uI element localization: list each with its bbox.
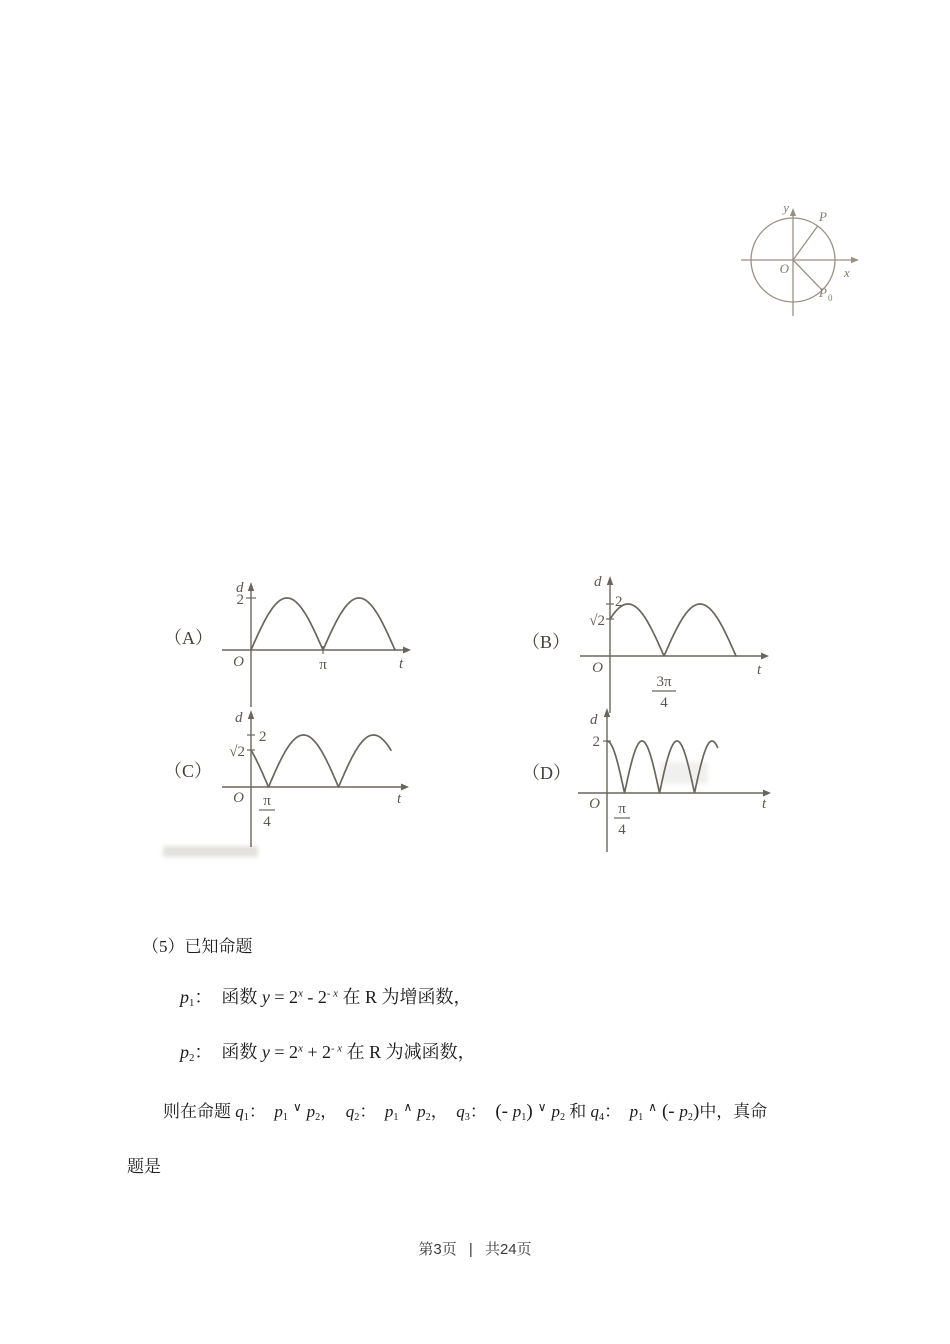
y-axis-label: d	[236, 580, 244, 596]
text-segment: x	[298, 1042, 303, 1055]
text-segment: 在 R 为增函数，	[337, 987, 472, 1007]
text-segment: p	[629, 1102, 639, 1121]
option-label: （B）	[522, 632, 571, 652]
text-segment: 和	[565, 1102, 591, 1121]
x-axis-arrow-icon	[761, 653, 769, 660]
text-segment: q	[590, 1102, 600, 1121]
text-segment: ∨	[292, 1100, 302, 1115]
y-tick-2-label: 2	[236, 592, 244, 608]
text-segment: (-	[661, 1101, 680, 1122]
point-p0-label: P	[819, 285, 827, 300]
text-segment: ：	[604, 1102, 630, 1121]
x-axis-label: t	[399, 656, 404, 672]
text-segment: 1	[243, 1112, 249, 1124]
text-segment: ∧	[648, 1100, 657, 1115]
radius-op0	[793, 260, 822, 290]
x-tick-label: π	[319, 657, 327, 673]
text-segment: ∨	[537, 1100, 547, 1115]
propositions-q-line	[163, 1100, 767, 1125]
x-axis-arrow-icon	[851, 257, 859, 263]
text-segment: 4	[599, 1112, 605, 1124]
text-segment: p	[306, 1102, 316, 1121]
origin-label: O	[233, 654, 244, 670]
text-segment: p	[679, 1102, 688, 1121]
text-segment: )	[526, 1101, 533, 1122]
x-axis-label: t	[757, 662, 762, 678]
text-segment: 3	[464, 1112, 470, 1124]
question-5-heading: （5）已知命题	[142, 937, 253, 956]
text-segment: - x	[331, 1042, 343, 1055]
y-tick-2-label: 2	[592, 734, 600, 750]
y-axis-label: d	[590, 712, 598, 728]
text-segment: = 2	[269, 987, 299, 1007]
text-segment: p	[180, 987, 189, 1007]
text-segment: x	[298, 987, 303, 1000]
text-segment: 1	[282, 1112, 288, 1124]
text-segment: (-	[495, 1101, 513, 1122]
text-segment: )	[692, 1101, 700, 1122]
scan-artifact	[660, 762, 708, 784]
total-pages-label: 共24页	[484, 1241, 532, 1258]
text-segment: ： 函数	[194, 987, 262, 1007]
text-segment: p	[384, 1102, 394, 1121]
text-segment: ，	[430, 1102, 457, 1121]
distance-curve	[610, 604, 736, 656]
y-axis-arrow-icon	[248, 582, 254, 591]
option-label: （C）	[164, 761, 213, 781]
text-segment: ： 函数	[194, 1042, 262, 1062]
text-segment: q	[345, 1102, 355, 1121]
y-axis-label: d	[594, 574, 602, 590]
text-segment: ：	[248, 1102, 275, 1121]
proposition-p2-line	[180, 1041, 476, 1066]
text-segment: 1	[638, 1112, 644, 1124]
text-segment: 2	[425, 1112, 431, 1124]
point-p-label: P	[819, 209, 827, 224]
x-axis-arrow-icon	[401, 784, 409, 791]
question-5-continuation: 题是	[127, 1157, 161, 1176]
text-segment: - x	[326, 987, 338, 1000]
text-segment: 2	[315, 1112, 321, 1124]
text-segment: + 2	[302, 1042, 332, 1062]
origin-label: O	[233, 790, 244, 806]
scan-artifact	[163, 846, 258, 857]
y-tick-sqrt2-label: √2	[589, 613, 605, 629]
origin-label: O	[592, 660, 603, 676]
y-axis-arrow-icon	[607, 576, 613, 585]
text-segment: q	[235, 1102, 244, 1121]
y-axis-arrow-icon	[790, 208, 796, 216]
text-segment: y	[261, 987, 270, 1007]
text-segment: 1	[393, 1112, 399, 1124]
fraction-numerator: π	[618, 801, 626, 817]
fraction-denominator: 4	[660, 695, 668, 711]
fraction-denominator: 4	[618, 822, 626, 838]
y-tick-2-label: 2	[615, 594, 623, 610]
radius-op	[793, 226, 818, 260]
text-segment: p	[512, 1102, 522, 1121]
text-segment: ，	[320, 1102, 346, 1121]
y-axis-arrow-icon	[604, 708, 610, 717]
text-segment: 中，真命	[699, 1102, 768, 1121]
text-segment: 2	[687, 1112, 693, 1124]
option-label: （D）	[522, 763, 571, 783]
text-segment: 1	[189, 997, 195, 1010]
text-segment: 1	[521, 1112, 527, 1124]
y-axis-arrow-icon	[248, 710, 254, 719]
text-segment: p	[274, 1102, 283, 1121]
text-segment: = 2	[269, 1042, 299, 1062]
current-page-label: 第3页	[418, 1241, 457, 1258]
page-separator: |	[468, 1241, 473, 1258]
text-segment: q	[456, 1102, 465, 1121]
proposition-p1-line	[180, 986, 471, 1011]
unit-circle-diagram	[725, 192, 865, 324]
x-axis-label: t	[762, 796, 767, 812]
page-indicator	[0, 1238, 950, 1259]
option-label: （A）	[164, 628, 213, 648]
text-segment: 2	[559, 1112, 566, 1124]
text-segment: ：	[469, 1102, 496, 1121]
fraction-denominator: 4	[263, 814, 271, 830]
distance-curve	[251, 598, 395, 650]
origin-label: O	[779, 261, 789, 276]
text-segment: 则在命题	[163, 1102, 236, 1121]
x-axis-arrow-icon	[403, 647, 411, 654]
text-segment: p	[551, 1102, 560, 1121]
text-segment: - 2	[302, 987, 327, 1007]
x-axis-label: x	[844, 265, 850, 280]
text-segment: 2	[354, 1112, 360, 1124]
text-segment: p	[417, 1102, 426, 1121]
text-segment: 在 R 为减函数，	[342, 1042, 476, 1062]
fraction-numerator: π	[263, 793, 271, 809]
x-axis-label: t	[397, 791, 402, 807]
x-tick-fraction	[259, 793, 275, 830]
text-segment: 2	[189, 1052, 195, 1065]
y-axis-label: y	[783, 200, 789, 215]
y-tick-2-label: 2	[259, 729, 267, 745]
origin-label: O	[589, 796, 600, 812]
text-segment: ∧	[403, 1100, 413, 1115]
fraction-numerator: 3π	[656, 674, 672, 690]
y-axis-label: d	[235, 710, 243, 726]
graph-option-d	[518, 700, 790, 878]
distance-curve	[251, 735, 391, 787]
point-p0-subscript: 0	[828, 293, 833, 303]
text-segment: p	[180, 1042, 189, 1062]
x-tick-fraction	[614, 801, 630, 838]
y-tick-sqrt2-label: √2	[229, 744, 245, 760]
text-segment: y	[261, 1042, 270, 1062]
text-segment: ：	[359, 1102, 385, 1121]
